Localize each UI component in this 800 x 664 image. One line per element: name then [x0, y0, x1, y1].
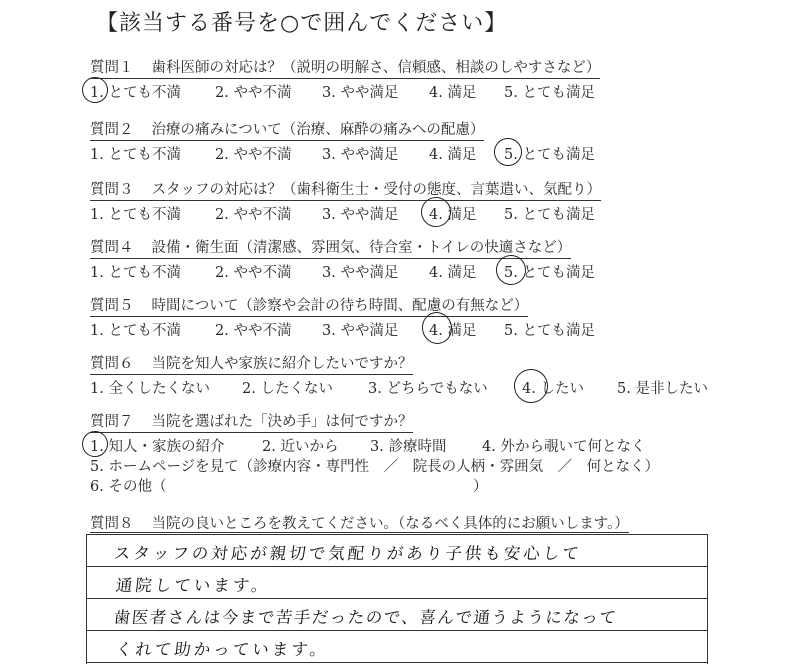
option-3[interactable]: 3. やや満足	[322, 265, 399, 281]
option-4[interactable]: 4. 満足	[429, 265, 477, 281]
answer-border	[86, 534, 87, 664]
option-4[interactable]: 4. 外から覗いて何となく	[482, 439, 646, 455]
question-5	[90, 294, 595, 339]
question-4-heading	[90, 236, 571, 259]
question-text: 時間について（診察や会計の待ち時間、配慮の有無など）	[151, 298, 529, 314]
option-2[interactable]: 2. したくない	[242, 381, 333, 397]
question-number: 質問２	[90, 122, 134, 138]
option-4[interactable]: 4. 満足	[429, 323, 477, 339]
page-title: 【該当する番号を○で囲んでください】	[96, 11, 508, 36]
question-text: スタッフの対応は？（歯科衛生士・受付の態度、言葉遣い、気配り）	[151, 182, 601, 198]
handwritten-line-2: 通院しています。	[114, 576, 272, 595]
answer-rule	[86, 534, 708, 535]
handwritten-line-1: スタッフの対応が親切で気配りがあり子供も安心して	[112, 544, 583, 563]
question-2	[90, 118, 595, 163]
question-number: 質問４	[90, 240, 134, 256]
option-3[interactable]: 3. やや満足	[322, 147, 399, 163]
option-3[interactable]: 3. やや満足	[322, 207, 399, 223]
question-6-options	[90, 377, 708, 397]
option-4[interactable]: 4. 満足	[429, 85, 477, 101]
option-1[interactable]: 1. とても不満	[90, 207, 181, 223]
option-5[interactable]: 5. とても満足	[504, 85, 595, 101]
answer-rule	[86, 662, 708, 663]
option-1[interactable]: 1. とても不満	[90, 147, 181, 163]
option-2[interactable]: 2. やや不満	[215, 323, 292, 339]
question-number: 質問７	[90, 414, 134, 430]
option-6-close: ）	[473, 479, 488, 495]
option-2[interactable]: 2. やや不満	[215, 147, 292, 163]
option-4[interactable]: 4. 満足	[429, 207, 477, 223]
question-number: 質問８	[90, 516, 134, 532]
option-3[interactable]: 3. やや満足	[322, 323, 399, 339]
question-7-heading	[90, 410, 413, 433]
question-7-option-5-row	[90, 455, 660, 475]
question-1-heading	[90, 56, 600, 79]
question-6	[90, 352, 708, 397]
question-5-heading	[90, 294, 528, 317]
question-1-options	[90, 81, 600, 101]
question-3-options	[90, 203, 601, 223]
answer-rule	[86, 566, 708, 567]
option-1[interactable]: 1. とても不満	[90, 85, 181, 101]
option-3[interactable]: 3. どちらでもない	[368, 381, 488, 397]
option-4[interactable]: 4. したい	[522, 381, 584, 397]
question-number: 質問１	[90, 60, 134, 76]
option-2[interactable]: 2. やや不満	[215, 85, 292, 101]
option-5[interactable]: 5. 是非したい	[617, 381, 708, 397]
option-2[interactable]: 2. やや不満	[215, 265, 292, 281]
option-2[interactable]: 2. やや不満	[215, 207, 292, 223]
option-1[interactable]: 1. 知人・家族の紹介	[90, 439, 225, 455]
question-8-heading	[90, 512, 629, 533]
option-5[interactable]: 5. とても満足	[504, 323, 595, 339]
option-6[interactable]: 6. その他（	[90, 479, 167, 495]
question-6-heading	[90, 352, 413, 375]
option-1[interactable]: 1. とても不満	[90, 265, 181, 281]
question-text: 当院の良いところを教えてください。（なるべく具体的にお願いします。）	[151, 516, 629, 532]
question-7	[90, 410, 660, 495]
answer-rule	[86, 598, 708, 599]
option-3[interactable]: 3. 診療時間	[370, 439, 447, 455]
question-3-heading	[90, 178, 601, 201]
question-number: 質問３	[90, 182, 134, 198]
option-5[interactable]: 5. ホームページを見て（診療内容・専門性 ／ 院長の人柄・雰囲気 ／ 何となく）	[90, 459, 660, 475]
question-7-option-6-row	[90, 475, 488, 495]
option-5[interactable]: 5. とても満足	[504, 207, 595, 223]
handwritten-line-4: くれて助かっています。	[114, 640, 331, 659]
selection-circle	[511, 366, 551, 406]
option-1[interactable]: 1. とても不満	[90, 323, 181, 339]
question-text: 当院を選ばれた「決め手」は何ですか？	[151, 414, 413, 430]
option-1[interactable]: 1. 全くしたくない	[90, 381, 210, 397]
question-2-options	[90, 143, 595, 163]
question-1	[90, 56, 600, 101]
question-2-heading	[90, 118, 484, 141]
option-5[interactable]: 5. とても満足	[504, 147, 595, 163]
answer-rule	[86, 630, 708, 631]
option-3[interactable]: 3. やや満足	[322, 85, 399, 101]
question-text: 治療の痛みについて（治療、麻酔の痛みへの配慮）	[151, 122, 485, 138]
question-3	[90, 178, 601, 223]
question-4	[90, 236, 595, 281]
question-8	[90, 512, 629, 533]
question-number: 質問６	[90, 356, 134, 372]
question-5-options	[90, 319, 595, 339]
option-2[interactable]: 2. 近いから	[262, 439, 339, 455]
option-4[interactable]: 4. 満足	[429, 147, 477, 163]
question-number: 質問５	[90, 298, 134, 314]
question-7-options	[90, 435, 646, 455]
question-text: 歯科医師の対応は？（説明の明解さ、信頼感、相談のしやすさなど）	[151, 60, 601, 76]
answer-border	[707, 534, 708, 664]
option-5[interactable]: 5. とても満足	[504, 265, 595, 281]
question-4-options	[90, 261, 595, 281]
free-answer-box[interactable]	[86, 534, 708, 664]
handwritten-line-3: 歯医者さんは今まで苦手だったので、喜んで通うようになって	[112, 608, 619, 627]
question-text: 当院を知人や家族に紹介したいですか？	[151, 356, 413, 372]
question-text: 設備・衛生面（清潔感、雰囲気、待合室・トイレの快適さなど）	[151, 240, 572, 256]
